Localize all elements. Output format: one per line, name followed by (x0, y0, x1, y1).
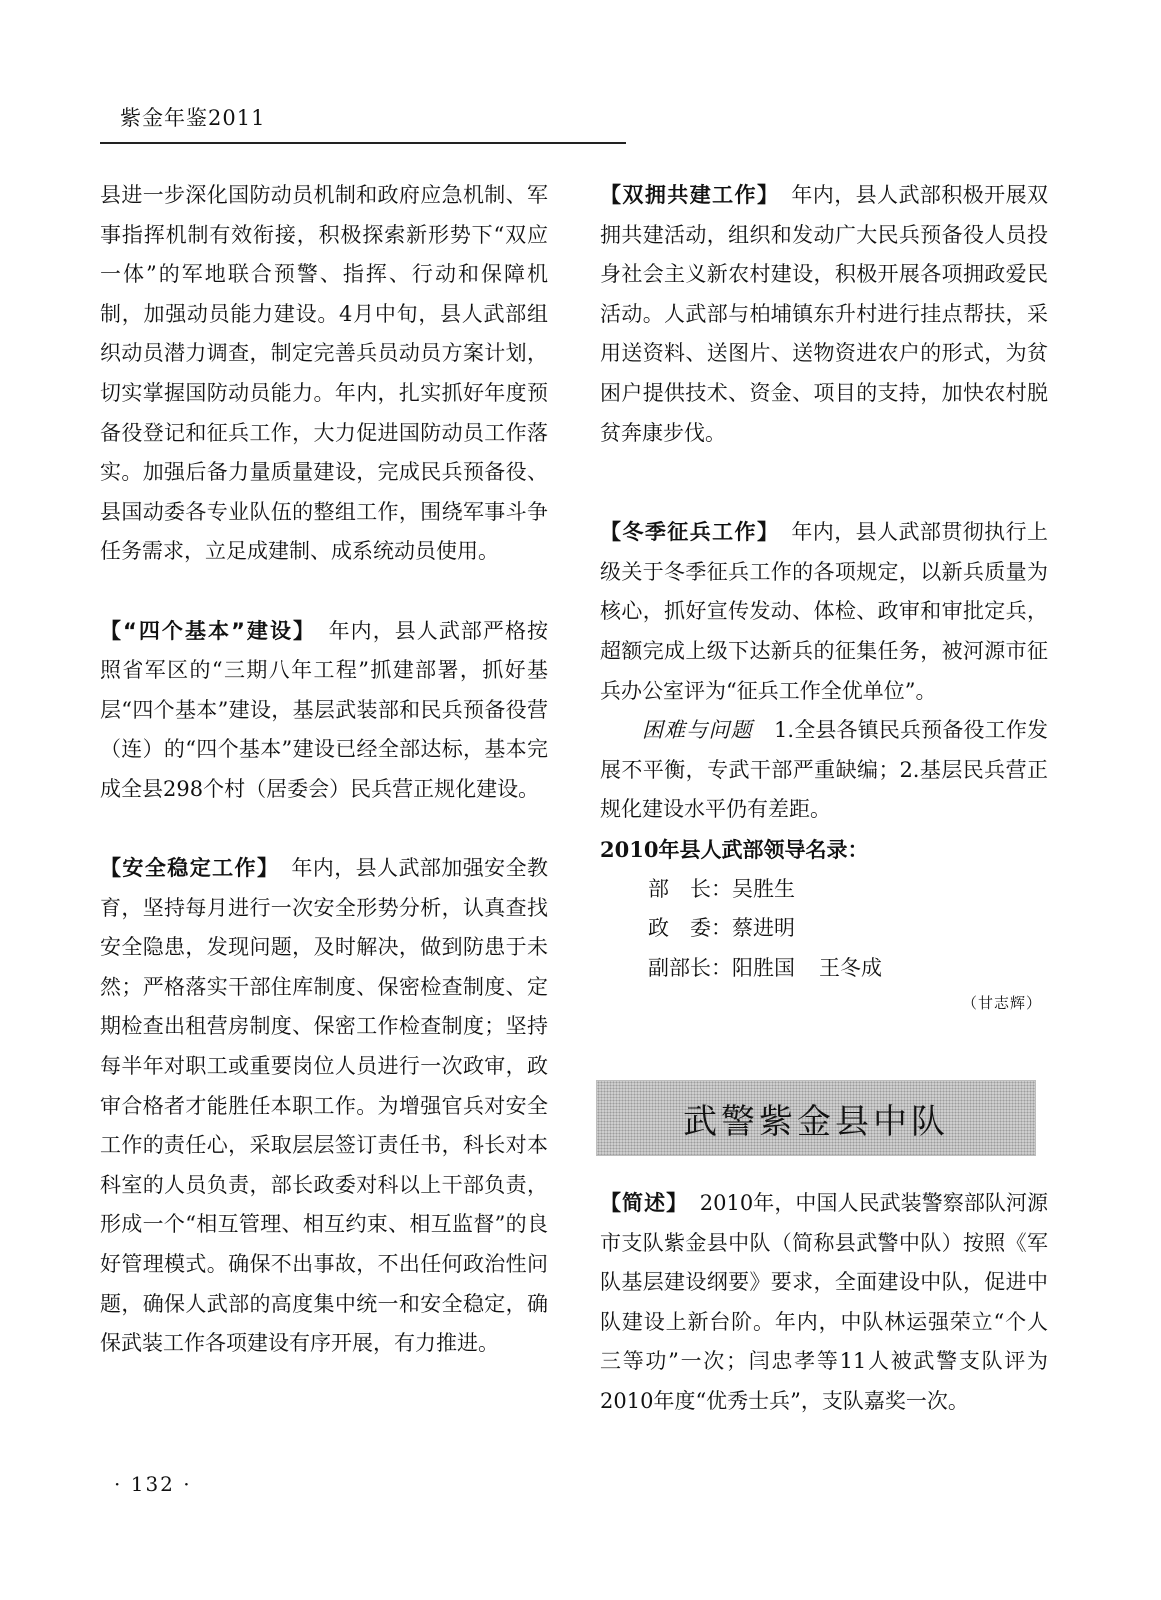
section-summary (600, 1184, 1048, 1422)
right-column (600, 176, 1048, 1018)
left-column (100, 176, 548, 1364)
section-double-support (600, 176, 1048, 453)
section-body: 年内，县人武部积极开展双拥共建活动，组织和发动广大民兵预备役人员投身社会主义新农村建设，积极开展各项拥政爱民活动。人武部与柏埔镇东升村进行挂点帮扶，采用送资料、送图片、送物资进农户的形式，为贫困户提供技术、资金、项目的支持，加快农村脱贫奔康步伐。 (600, 183, 1049, 445)
section-title: 【双拥共建工作】 (600, 183, 769, 207)
problems-label: 困难与问题 (642, 718, 753, 743)
paragraph-mobilization: 县进一步深化国防动员机制和政府应急机制、军事指挥机制有效衔接，积极探索新形势下“双应一体”的军地联合预警、指挥、行动和保障机制，加强动员能力建设。4月中旬，县人武部组织动员潜力调查，制定完善兵员动员方案计划，切实掌握国防动员能力。年内，扎实抓好年度预备役登记和征兵工作，大力促进国防动员工作落实。加强后备力量质量建设，完成民兵预备役、县国动委各专业队伍的整组工作，围绕军事斗争任务需求，立足成建制、成系统动员使用。 (100, 183, 548, 564)
banner-title: 武警紫金县中队 (683, 1101, 949, 1142)
author-credit: （甘志辉） (961, 994, 1042, 1013)
leader-row (600, 949, 1048, 989)
section-body: 年内，县人武部加强安全教育，坚持每月进行一次安全形势分析，认真查找安全隐患，发现问题，及时解决，做到防患于未然；严格落实干部住库制度、保密检查制度、定期检查出租营房制度、保密工作检查制度；坚持每半年对职工或重要岗位人员进行一次政审，政审合格者才能胜任本职工作。为增强官兵对安全工作的责任心，采取层层签订责任书，科长对本科室的人员负责，部长政委对科以上干部负责，形成一个“相互管理、相互约束、相互监督”的良好管理模式。确保不出事故，不出任何政治性问题，确保人武部的高度集中统一和安全稳定，确保武装工作各项建设有序开展，有力推进。 (100, 856, 549, 1356)
section-four-basics (100, 612, 548, 810)
section-title: 【安全稳定工作】 (100, 856, 269, 881)
page-number: · 132 · (114, 1472, 192, 1496)
section-title: 【简述】 (600, 1191, 678, 1215)
section-winter-recruit (600, 513, 1048, 711)
section-body: 年内，县人武部严格按照省军区的“三期八年工程”抓建部署，抓好基层“四个基本”建设，基层武装部和民兵预备役营（连）的“四个基本”建设已经全部达标，基本完成全县298个村（居委会）民兵营正规化建设。 (100, 618, 549, 801)
leader-row (600, 909, 1048, 949)
leader-name: 王冬成 (819, 955, 882, 980)
running-title: 紫金年鉴2011 (120, 106, 266, 130)
leader-row (600, 870, 1048, 910)
right-column-lower (600, 1184, 1048, 1422)
leader-name: 吴胜生 (732, 876, 795, 901)
section-body: 2010年，中国人民武装警察部队河源市支队紫金县中队（简称县武警中队）按照《军队基层建设纲要》要求，全面建设中队，促进中队建设上新台阶。年内，中队林运强荣立“个人三等功”一次；闫忠孝等11人被武警支队评为2010年度“优秀士兵”，支队嘉奖一次。 (600, 1191, 1049, 1413)
leader-name: 蔡进明 (732, 916, 795, 941)
section-title: 【冬季征兵工作】 (600, 520, 769, 545)
section-body: 年内，县人武部贯彻执行上级关于冬季征兵工作的各项规定，以新兵质量为核心，抓好宣传发动、体检、政审和审批定兵，超额完成上级下达新兵的征集任务，被河源市征兵办公室评为“征兵工作全优单位”。 (600, 520, 1049, 703)
leader-role: 副部长： (648, 955, 732, 980)
section-title: 【“四个基本”建设】 (100, 618, 306, 643)
header-rule (100, 142, 626, 144)
leader-name: 阳胜国 (732, 955, 795, 980)
leaders-heading: 2010年县人武部领导名录： (600, 836, 869, 862)
problems-paragraph (600, 711, 1048, 830)
section-safety (100, 849, 548, 1364)
leader-role: 政 委： (648, 916, 732, 941)
leader-role: 部 长： (648, 876, 732, 901)
problems-body: 1.全县各镇民兵预备役工作发展不平衡，专武干部严重缺编；2.基层民兵营正规化建设水平仍有差距。 (600, 718, 1049, 822)
section-banner (596, 1080, 1036, 1156)
